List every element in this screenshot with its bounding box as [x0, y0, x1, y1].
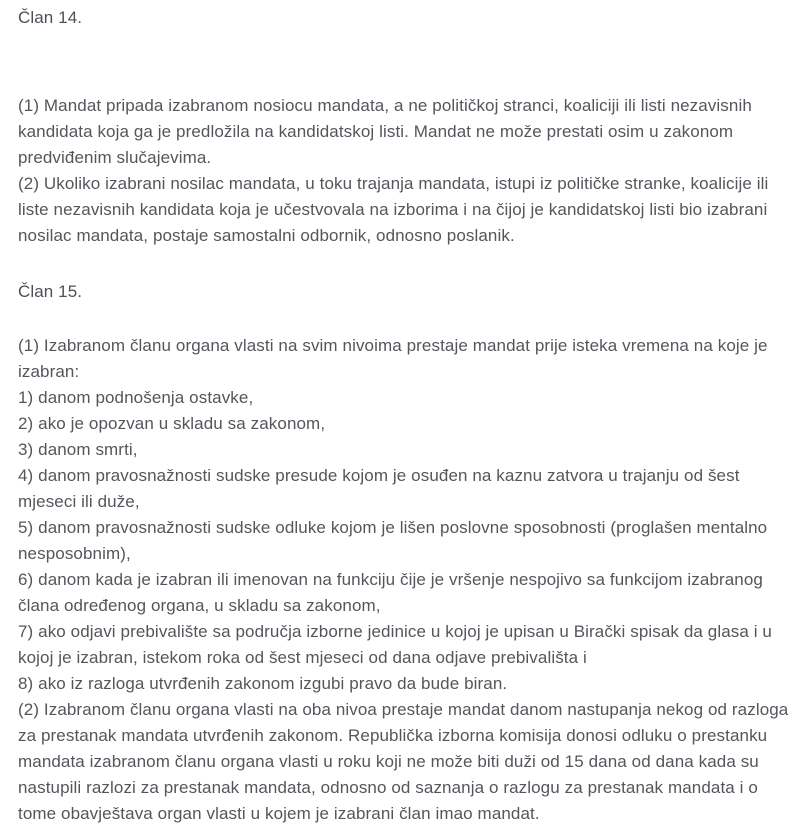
- text-line: (1) Izabranom članu organa vlasti na svim nivoima prestaje mandat prije isteka vremena na koje je: [18, 336, 768, 355]
- text-line: (1) Mandat pripada izabranom nosiocu mandata, a ne političkoj stranci, koaliciji ili listi nezavisnih: [18, 96, 752, 115]
- text-line: 2) ako je opozvan u skladu sa zakonom,: [18, 414, 326, 433]
- article-14-paragraph-2: [18, 171, 780, 249]
- text-line: liste nezavisnih kandidata koja je učestvovala na izborima i na čijoj je kandidatskoj listi bio izabrani: [18, 200, 768, 219]
- article-14-heading: Član 14.: [18, 8, 83, 27]
- article-15-paragraph-2: [18, 697, 789, 827]
- text-line: mandata izabranom članu organa vlasti u roku koji ne može biti duži od 15 dana od dana kada su: [18, 752, 759, 771]
- text-line: 4) danom pravosnažnosti sudske presude kojom je osuđen na kaznu zatvora u trajanju od šest: [18, 466, 740, 485]
- text-line: mjeseci ili duže,: [18, 492, 140, 511]
- text-line: predviđenim slučajevima.: [18, 148, 212, 167]
- text-line: 3) danom smrti,: [18, 440, 138, 459]
- article-15-item-5: [18, 515, 780, 567]
- text-line: nastupili razlozi za prestanak mandata, odnosno od saznanja o razlogu za prestanak mandata i o: [18, 778, 758, 797]
- text-line: (2) Izabranom članu organa vlasti na oba nivoa prestaje mandat danom nastupanja nekog od razloga: [18, 700, 789, 719]
- article-15-item-3: [18, 437, 780, 463]
- text-line: za prestanak mandata utvrđenih zakonom. Republička izborna komisija donosi odluku o prestanku: [18, 726, 768, 745]
- text-line: kandidata koja ga je predložila na kandidatskoj listi. Mandat ne može prestati osim u zakonom: [18, 122, 734, 141]
- article-14: [18, 5, 780, 249]
- article-15: [18, 279, 789, 827]
- article-15-item-6: [18, 567, 780, 619]
- article-15-heading: Član 15.: [18, 282, 83, 301]
- text-line: tome obavještava organ vlasti u kojem je izabrani član imao mandat.: [18, 804, 540, 823]
- text-line: (2) Ukoliko izabrani nosilac mandata, u toku trajanja mandata, istupi iz političke stranke, koalicije ili: [18, 174, 769, 193]
- article-15-item-1: [18, 385, 780, 411]
- text-line: 6) danom kada je izabran ili imenovan na funkciju čije je vršenje nespojivo sa funkcijom izabranog: [18, 570, 763, 589]
- text-line: člana određenog organa, u skladu sa zakonom,: [18, 596, 381, 615]
- article-14-paragraph-1: [18, 93, 780, 171]
- article-15-item-4: [18, 463, 780, 515]
- article-15-item-7: [18, 619, 780, 671]
- text-line: 1) danom podnošenja ostavke,: [18, 388, 254, 407]
- text-line: kojoj je izabran, istekom roka od šest mjeseci od dana odjave prebivališta i: [18, 648, 587, 667]
- text-line: nesposobnim),: [18, 544, 131, 563]
- text-line: 5) danom pravosnažnosti sudske odluke kojom je lišen poslovne sposobnosti (proglašen mentalno: [18, 518, 768, 537]
- text-line: izabran:: [18, 362, 80, 381]
- text-line: 7) ako odjavi prebivalište sa područja izborne jedinice u kojoj je upisan u Birački spisak da glasa i u: [18, 622, 772, 641]
- text-line: 8) ako iz razloga utvrđenih zakonom izgubi pravo da bude biran.: [18, 674, 508, 693]
- article-15-item-8: [18, 671, 780, 697]
- text-line: nosilac mandata, postaje samostalni odbornik, odnosno poslanik.: [18, 226, 515, 245]
- article-15-paragraph-1: [18, 333, 780, 385]
- article-15-item-2: [18, 411, 780, 437]
